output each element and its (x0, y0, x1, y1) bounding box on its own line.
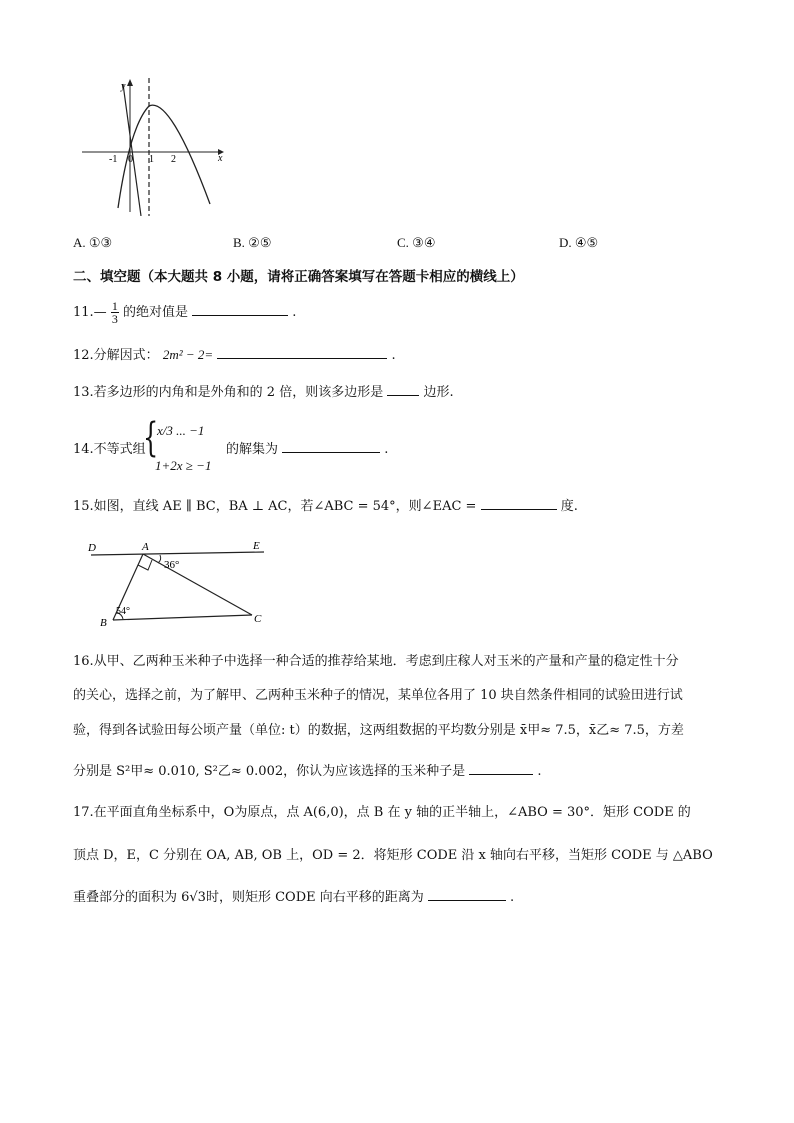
question-15 (73, 495, 578, 514)
choice-d: D. ④⑤ (559, 235, 599, 250)
tick-neg1: -1 (109, 154, 118, 165)
q14-answer-blank[interactable] (282, 439, 380, 453)
choice-a: A. ①③ (73, 235, 113, 250)
x-axis-label: x (218, 153, 223, 164)
q12-answer-blank[interactable] (217, 345, 387, 359)
label-e: E (253, 540, 260, 552)
q11-end: . (292, 305, 297, 320)
question-12 (73, 344, 396, 363)
parabola-figure (78, 76, 228, 216)
tick-0: 0 (128, 154, 133, 165)
choice-c: C. ③④ (397, 235, 436, 250)
choice-b: B. ②⑤ (233, 235, 272, 250)
question-14-tail (226, 438, 388, 457)
angle-label-a: 36° (164, 559, 180, 571)
q17-line1: 17.在平面直角坐标系中，O为原点，点 A(6,0)，点 B 在 y 轴的正半轴上，∠ABO = 30°．矩形 CODE 的 (73, 805, 691, 820)
question-11 (73, 300, 296, 325)
q11-number: 11.— (73, 305, 107, 320)
angle-label-b: 54° (116, 606, 130, 617)
angle-arc-a (158, 555, 161, 563)
q13-suffix: 边形. (423, 385, 454, 400)
q17-line2: 顶点 D，E，C 分别在 OA, AB, OB 上，OD = 2．将矩形 CODE 沿 x 轴向右平移，当矩形 CODE 与 △ABO (73, 848, 713, 863)
question-16-tail (73, 760, 542, 779)
line-de (91, 552, 264, 555)
label-b: B (100, 617, 107, 629)
question-17-tail (73, 886, 514, 905)
q17-answer-blank[interactable] (428, 887, 506, 901)
q16-answer-blank[interactable] (469, 761, 533, 775)
straight-line (123, 84, 141, 216)
tick-2: 2 (171, 154, 176, 165)
q11-frac-den: 3 (111, 312, 118, 326)
label-d: D (88, 542, 96, 554)
label-a: A (142, 541, 149, 553)
q15-text: 15.如图，直线 AE ∥ BC，BA ⊥ AC，若∠ABC = 54°，则∠EAC = (73, 499, 477, 514)
q12-prefix: 12.分解因式： (73, 348, 159, 363)
q11-text: 的绝对值是 (122, 305, 188, 320)
q15-end: 度. (560, 499, 578, 514)
q16-line1: 16.从甲、乙两种玉米种子中选择一种合适的推荐给某地．考虑到庄稼人对玉米的产量和产量的稳定性十分 (73, 654, 679, 669)
segment-bc (113, 615, 252, 620)
section-heading: 二、填空题（本大题共 8 小题，请将正确答案填写在答题卡相应的横线上） (73, 269, 524, 285)
q17-end: . (510, 890, 515, 905)
question-14-prefix: 14.不等式组 (73, 442, 146, 457)
tick-1: 1 (149, 154, 154, 165)
q11-fraction (111, 300, 119, 325)
q14-brace: { (143, 415, 159, 461)
q15-answer-blank[interactable] (481, 496, 557, 510)
q16-line3: 验，得到各试验田每公顷产量（单位: t）的数据，这两组数据的平均数分别是 x̄甲≈ 7.5，x̄乙≈ 7.5，方差 (73, 723, 684, 738)
segment-ac (143, 554, 252, 615)
q17-line3: 重叠部分的面积为 6√3时，则矩形 CODE 向右平移的距离为 (73, 890, 424, 905)
q16-line4: 分别是 S²甲≈ 0.010, S²乙≈ 0.002，你认为应该选择的玉米种子是 (73, 764, 466, 779)
q13-prefix: 13.若多边形的内角和是外角和的 2 倍，则该多边形是 (73, 385, 384, 400)
triangle-figure (86, 538, 272, 630)
q11-frac-num: 1 (111, 299, 118, 313)
q11-answer-blank[interactable] (192, 302, 288, 316)
q14-suffix: 的解集为 (226, 442, 279, 457)
y-axis-arrow (127, 79, 133, 86)
q14-end: . (384, 442, 389, 457)
q14-line1: x/3 ... −1 (157, 423, 205, 438)
q12-end: . (391, 348, 396, 363)
label-c: C (254, 613, 262, 625)
q16-line2: 的关心，选择之前，为了解甲、乙两种玉米种子的情况，某单位各用了 10 块自然条件相同的试验田进行试 (73, 688, 683, 703)
q16-end: . (537, 764, 542, 779)
question-13 (73, 381, 454, 400)
q12-expression: 2m² − 2= (162, 347, 214, 362)
q14-line2: 1+2x ≥ −1 (155, 458, 212, 473)
q13-answer-blank[interactable] (387, 382, 419, 396)
y-axis-label: y (121, 81, 126, 92)
